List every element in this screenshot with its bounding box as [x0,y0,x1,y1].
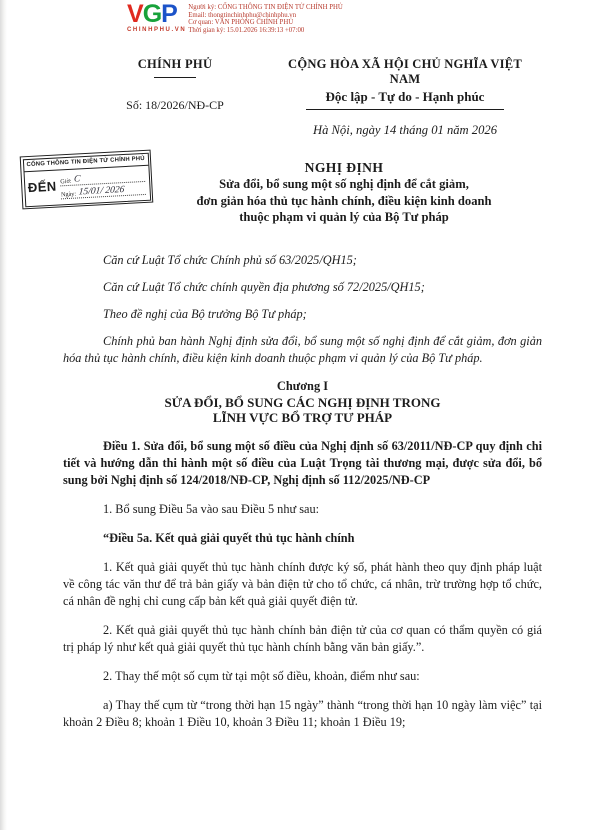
digital-signature-block [127,0,343,34]
signature-signer: Người ký: CỔNG THÔNG TIN ĐIỆN TỬ CHÍNH PHỦ [188,4,343,11]
stamp-body [24,165,150,205]
signature-email: Email: thongtinchinhphu@chinhphu.vn [188,11,297,19]
stamp-agency-name: CỔNG THÔNG TIN ĐIỆN TỬ CHÍNH PHỦ [23,153,147,171]
signature-info [188,3,343,34]
org-underline [154,77,196,78]
article-1-heading: Điều 1. Sửa đổi, bổ sung một số điều của Nghị định số 63/2011/NĐ-CP quy định chi tiết và hướng dẫn thi hành một số điều của Luật Trọng tài thương mại, được sửa đổi, bổ sung bởi Nghị định số 124/2018/NĐ-CP, Nghị định số 112/2025/NĐ-CP [63,438,542,487]
stamp-hour-label: Giờ: [60,177,72,185]
article-5a-point-2: 2. Kết quả giải quyết thủ tục hành chính bản điện tử của cơ quan có thẩm quyền có giá trị pháp lý như kết quả giải quyết thủ tục hành chính bằng văn bản giấy.”. [63,622,542,654]
national-motto: Độc lập - Tự do - Hạnh phúc [325,89,485,104]
chapter-name-line1: SỬA ĐỔI, BỔ SUNG CÁC NGHỊ ĐỊNH TRONG [164,395,441,411]
signature-time: Thời gian ký: 15.01.2026 16:39:13 +07:00 [188,26,305,34]
letterhead-right [280,57,530,138]
document-type: NGHỊ ĐỊNH [304,160,384,176]
article-5a-heading: “Điều 5a. Kết quả giải quyết thủ tục hành chính [103,530,355,545]
signature-agency: Cơ quan: VĂN PHÒNG CHÍNH PHỦ [188,19,294,27]
article-5a-point-1: 1. Kết quả giải quyết thủ tục hành chính được ký số, phát hành theo quy định pháp luật về công tác văn thư để trả bản giấy và bản điện tử cho tổ chức, cá nhân, trừ trường hợp tổ chức, cá nhân đề nghị chỉ cung cấp bản kết quả giải quyết điện tử. [63,559,542,608]
vgp-logo-letters [127,0,177,28]
article-1-clause-2: 2. Thay thế một số cụm từ tại một số điều, khoản, điểm như sau: [103,668,420,683]
stamp-date-handwritten: 15/01/ 2026 [78,184,126,198]
preamble-basis-1: Căn cứ Luật Tổ chức Chính phủ số 63/2025/QH15; [103,253,357,268]
document-subtitle-line2: đơn giản hóa thủ tục hành chính, điều kiện kinh doanh [196,193,492,208]
stamp-hour-handwritten: C [73,173,82,185]
arrival-stamp [20,150,154,210]
arrival-stamp-inner [22,152,150,207]
issuing-org: CHÍNH PHỦ [137,57,213,71]
article-1-clause-2a: a) Thay thế cụm từ “trong thời hạn 15 ngày” thành “trong thời hạn 10 ngày làm việc” tại khoản 2 Điều 8; khoản 1 Điều 10, khoản 3 Điều 11; khoản 1 Điều 19; [63,697,542,729]
vgp-domain-text: CHINHPHU.VN [127,27,187,33]
national-title: CỘNG HÒA XÃ HỘI CHỦ NGHĨA VIỆT NAM [288,57,522,86]
preamble-basis-2: Căn cứ Luật Tổ chức chính quyền địa phương số 72/2025/QH15; [103,280,425,295]
place-and-date: Hà Nội, ngày 14 tháng 01 năm 2026 [312,123,497,138]
letterhead-left [70,57,280,138]
vgp-letter-g: G [142,0,162,28]
chapter-number: Chương I [276,379,329,394]
stamp-date-row [61,184,146,199]
preamble-proposal: Theo đề nghị của Bộ trưởng Bộ Tư pháp; [103,307,307,322]
preamble-enactment: Chính phủ ban hành Nghị định sửa đổi, bổ sung một số nghị định để cắt giảm, đơn giản hóa thủ tục hành chính, điều kiện kinh doanh thuộc phạm vi quản lý của Bộ Tư pháp. [63,334,542,366]
document-subtitle-line1: Sửa đổi, bổ sung một số nghị định để cắt giảm, [219,177,469,192]
vgp-logo [127,0,187,33]
stamp-den-label: ĐẾN [27,178,57,196]
chapter-heading [63,378,542,425]
document-number: Số: 18/2026/NĐ-CP [126,98,224,113]
vgp-letter-p: P [161,0,177,28]
vgp-letter-v: V [127,0,143,28]
stamp-date-label: Ngày: [60,190,77,198]
document-subtitle-line3: thuộc phạm vi quản lý của Bộ Tư pháp [239,209,449,224]
motto-underline [306,109,504,110]
stamp-fields [60,169,146,199]
article-1-clause-1: 1. Bổ sung Điều 5a vào sau Điều 5 như sau: [103,501,320,516]
chapter-name-line2: LĨNH VỰC BỔ TRỢ TƯ PHÁP [212,410,393,426]
document-body [0,252,600,730]
